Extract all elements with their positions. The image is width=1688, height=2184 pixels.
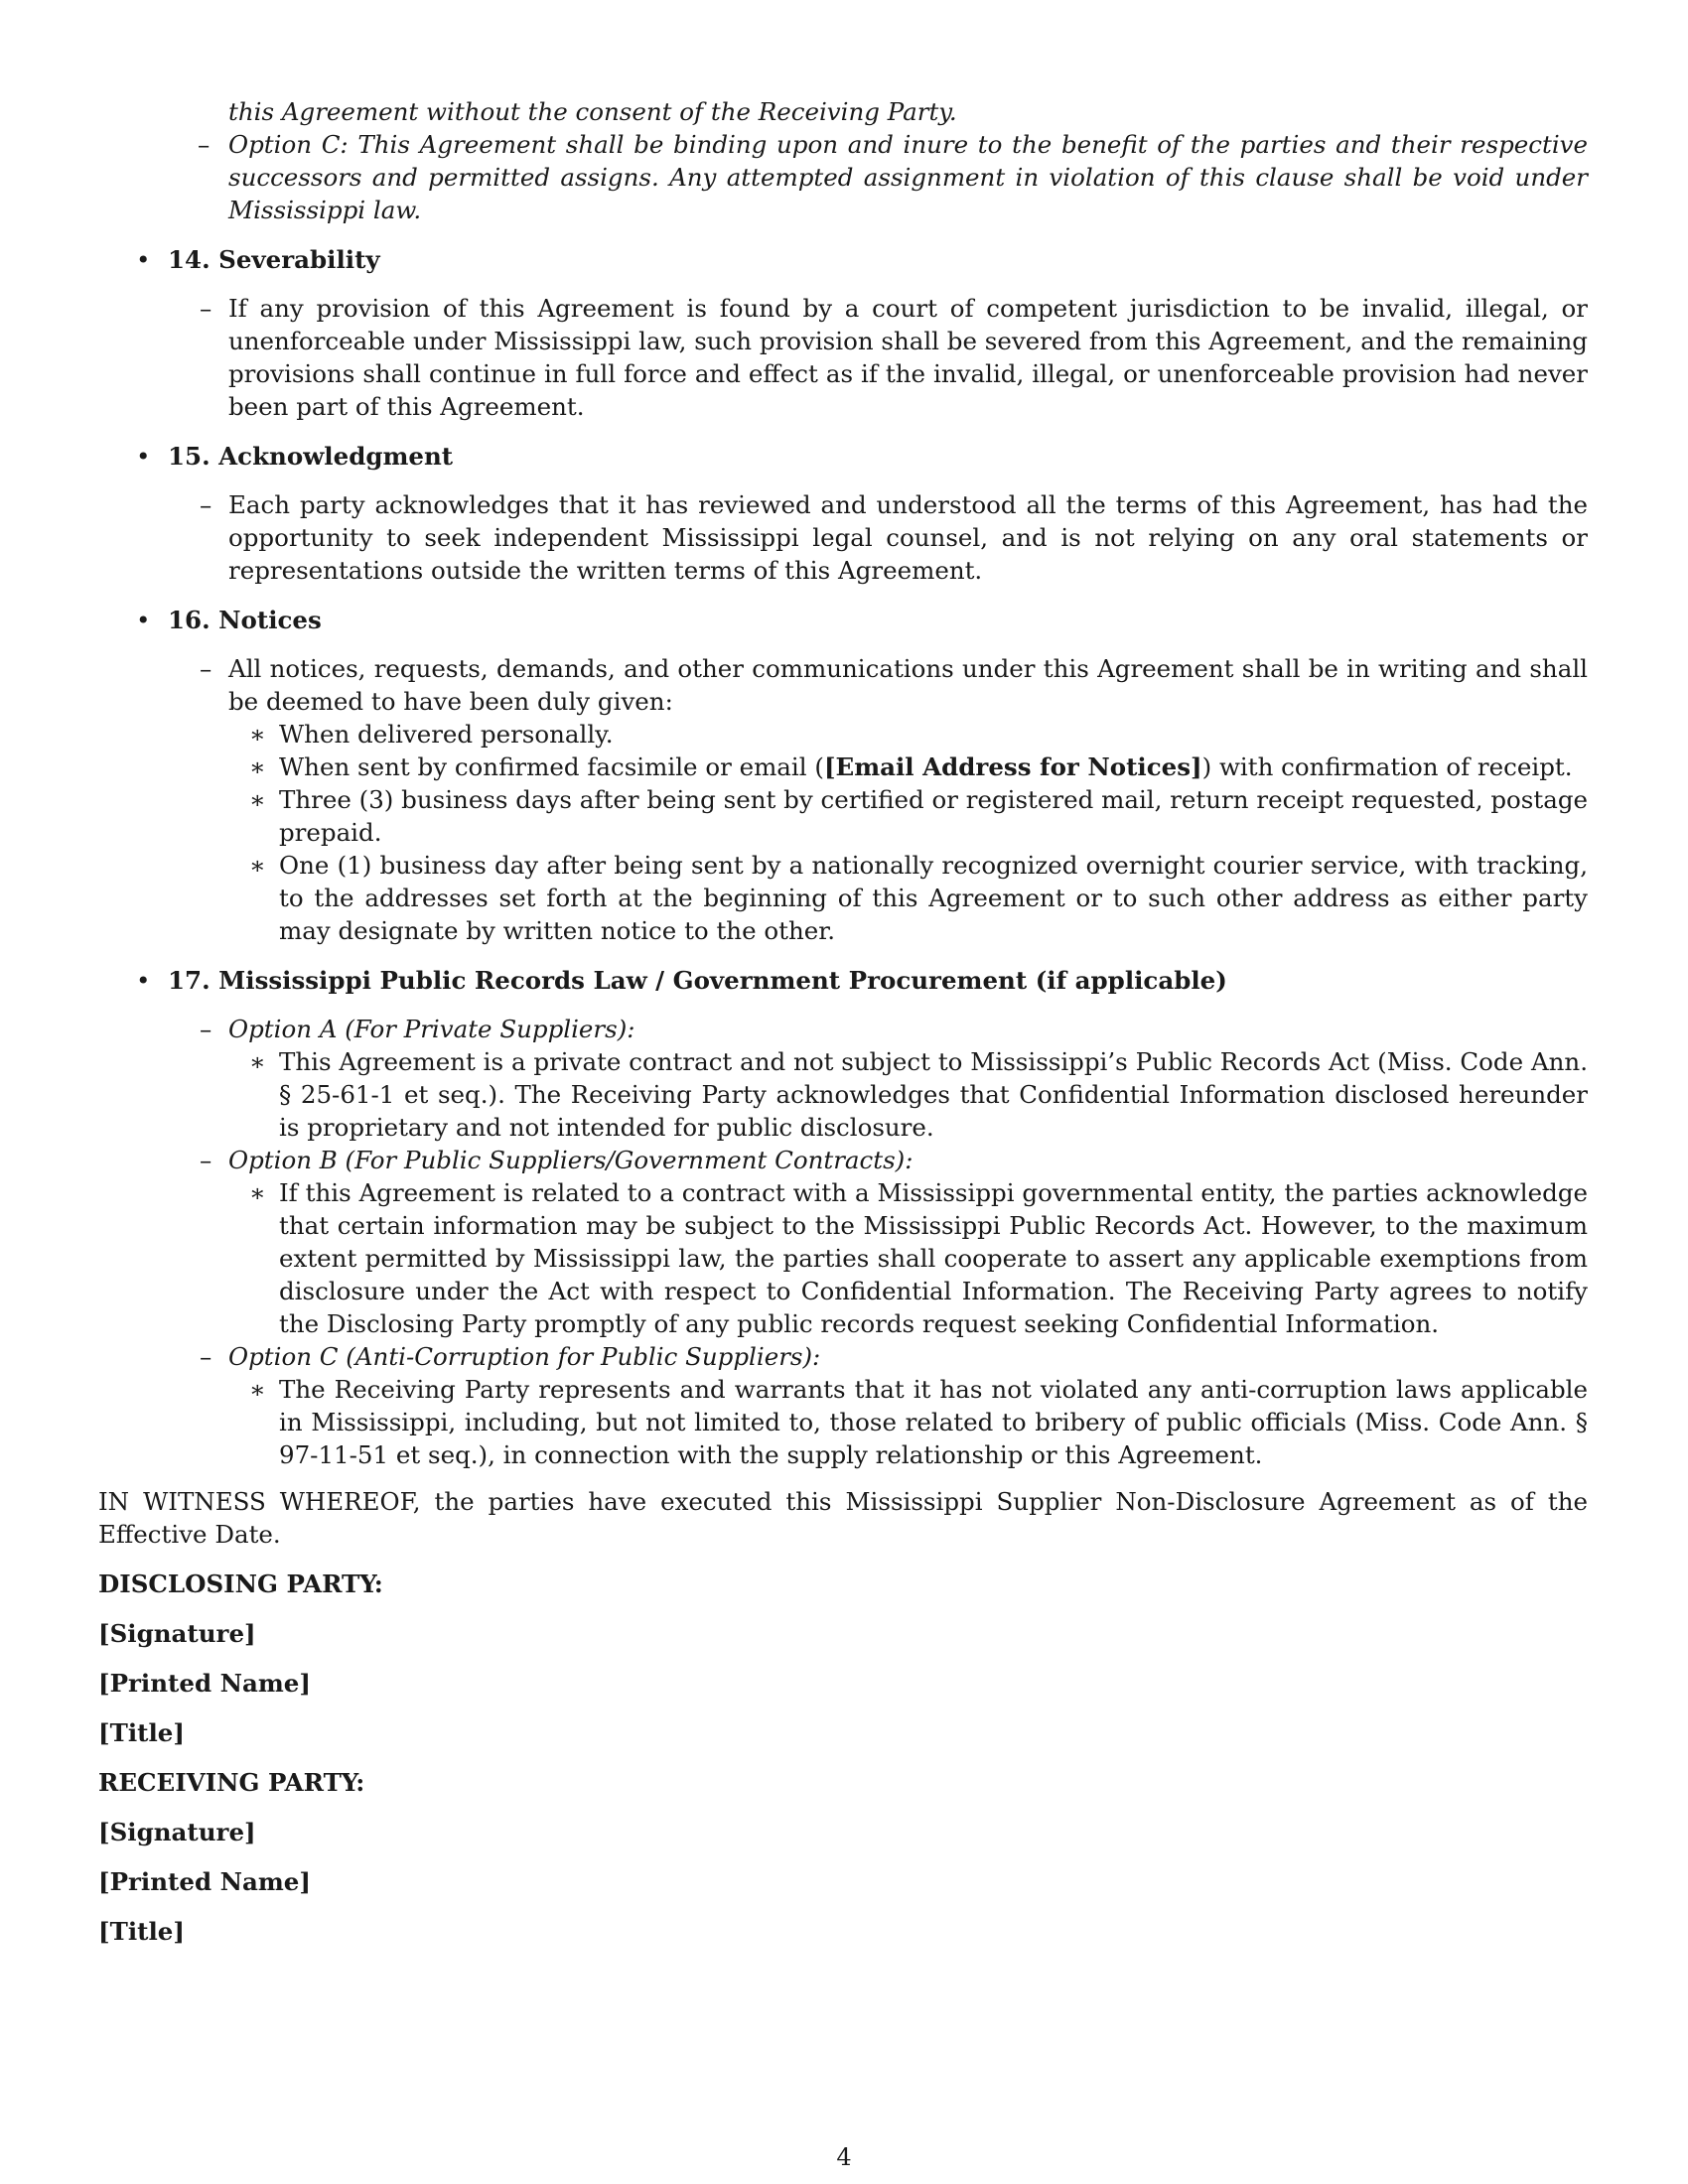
receiving-printed-name: [Printed Name] bbox=[98, 1867, 311, 1896]
receiving-party-label: RECEIVING PARTY: bbox=[98, 1768, 365, 1797]
section-16-item bbox=[168, 652, 1588, 947]
bullet-icon: • bbox=[136, 245, 151, 274]
section-15 bbox=[98, 440, 1588, 587]
option-a-item bbox=[228, 1045, 1588, 1144]
asterisk-marker: ∗ bbox=[249, 785, 266, 814]
section-17 bbox=[98, 964, 1588, 1471]
disclosing-printed-name: [Printed Name] bbox=[98, 1669, 311, 1698]
option-a-label: Option A (For Private Suppliers): bbox=[228, 1015, 635, 1043]
section-14 bbox=[98, 243, 1588, 423]
disclosing-title: [Title] bbox=[98, 1718, 185, 1747]
option-c-assignment-text: Option C: This Agreement shall be binding upon and inure to the benefit of the parties and their respective successors and permitted assigns. Any attempted assignment in violation of this clause shall be void under Mississippi law. bbox=[228, 130, 1588, 224]
asterisk-marker: ∗ bbox=[249, 720, 266, 749]
dash-marker: – bbox=[200, 490, 212, 519]
asterisk-marker: ∗ bbox=[249, 1178, 266, 1207]
option-c bbox=[168, 1340, 1588, 1471]
email-placeholder: [Email Address for Notices] bbox=[823, 752, 1202, 781]
bullet-icon: • bbox=[136, 966, 151, 995]
bullet-icon: • bbox=[136, 442, 151, 471]
section-16 bbox=[98, 604, 1588, 947]
disclosing-signature: [Signature] bbox=[98, 1619, 256, 1648]
option-b-text: If this Agreement is related to a contract with a Mississippi governmental entity, the parties acknowledge that certain information may be subject to the Mississippi Public Records Act. However, to the maximum extent permitted by Mississippi law, the parties shall cooperate to assert any applicable exemptions from disclosure under the Act with respect to Confidential Information. The Receiving Party agrees to notify the Disclosing Party promptly of any public records request seeking Confidential Information. bbox=[279, 1178, 1588, 1338]
asterisk-marker: ∗ bbox=[249, 752, 266, 781]
option-a bbox=[168, 1013, 1588, 1144]
option-b-label: Option B (For Public Suppliers/Government Contracts): bbox=[228, 1146, 914, 1174]
option-c-text: The Receiving Party represents and warrants that it has not violated any anti-corruption laws applicable in Mississippi, including, but not limited to, those related to bribery of public officials (Miss. Code Ann. § 97-11-51 et seq.), in connection with the supply relationship or this Agreement. bbox=[279, 1375, 1588, 1469]
receiving-signature: [Signature] bbox=[98, 1818, 256, 1846]
page-number: 4 bbox=[836, 2143, 852, 2171]
option-c-label: Option C (Anti-Corruption for Public Suppliers): bbox=[228, 1342, 821, 1371]
dash-marker: – bbox=[200, 1146, 212, 1174]
option-c-item bbox=[228, 1373, 1588, 1471]
section-15-item bbox=[168, 488, 1588, 587]
notice-item-text: One (1) business day after being sent by a nationally recognized overnight courier service, with tracking, to the addresses set forth at the beginning of this Agreement or to such other address as either party may designate by written notice to the other. bbox=[279, 851, 1588, 945]
notice-item bbox=[228, 718, 1588, 751]
carryover-line: this Agreement without the consent of the Receiving Party. bbox=[228, 97, 957, 126]
asterisk-marker: ∗ bbox=[249, 851, 266, 880]
bullet-icon: • bbox=[136, 606, 151, 634]
receiving-title: [Title] bbox=[98, 1917, 185, 1946]
notice-item-text: Three (3) business days after being sent by certified or registered mail, return receipt requested, postage prepaid. bbox=[279, 785, 1588, 847]
carryover-block bbox=[98, 95, 1588, 128]
document-page bbox=[98, 95, 1588, 1948]
section-14-text: If any provision of this Agreement is found by a court of competent jurisdiction to be invalid, illegal, or unenforceable under Mississippi law, such provision shall be severed from this Agreement, and the remaining provisions shall continue in full force and effect as if the invalid, illegal, or unenforceable provision had never been part of this Agreement. bbox=[228, 294, 1588, 421]
option-a-text: This Agreement is a private contract and not subject to Mississippi’s Public Records Act (Miss. Code Ann. § 25-61-1 et seq.). The Receiving Party acknowledges that Confidential Information disclosed hereunder is proprietary and not intended for public disclosure. bbox=[279, 1047, 1588, 1142]
notice-item-text: When delivered personally. bbox=[279, 720, 614, 749]
dash-marker: – bbox=[200, 1015, 212, 1043]
section-16-title: 16. Notices bbox=[168, 606, 322, 634]
section-17-title: 17. Mississippi Public Records Law / Government Procurement (if applicable) bbox=[168, 966, 1227, 995]
notice-item bbox=[228, 783, 1588, 849]
section-14-title: 14. Severability bbox=[168, 245, 380, 274]
section-14-item bbox=[168, 292, 1588, 423]
option-c-assignment bbox=[98, 128, 1588, 226]
notice-item-text: When sent by confirmed facsimile or email ([Email Address for Notices]) with confirmation of receipt. bbox=[279, 752, 1573, 781]
section-15-text: Each party acknowledges that it has reviewed and understood all the terms of this Agreement, has had the opportunity to seek independent Mississippi legal counsel, and is not relying on any oral statements or representations outside the written terms of this Agreement. bbox=[228, 490, 1588, 585]
option-b-item bbox=[228, 1176, 1588, 1340]
notice-item bbox=[228, 849, 1588, 947]
dash-marker: – bbox=[200, 1342, 212, 1371]
section-16-intro: All notices, requests, demands, and other communications under this Agreement shall be in writing and shall be deemed to have been duly given: bbox=[228, 654, 1588, 716]
dash-marker: – bbox=[200, 294, 212, 323]
section-15-title: 15. Acknowledgment bbox=[168, 442, 454, 471]
dash-marker: – bbox=[200, 654, 212, 683]
witness-clause: IN WITNESS WHEREOF, the parties have executed this Mississippi Supplier Non-Disclosure Agreement as of the Effective Date. bbox=[98, 1487, 1588, 1549]
dash-marker: – bbox=[198, 130, 211, 159]
option-b bbox=[168, 1144, 1588, 1340]
asterisk-marker: ∗ bbox=[249, 1375, 266, 1404]
asterisk-marker: ∗ bbox=[249, 1047, 266, 1076]
disclosing-party-label: DISCLOSING PARTY: bbox=[98, 1570, 383, 1598]
notice-item bbox=[228, 751, 1588, 783]
